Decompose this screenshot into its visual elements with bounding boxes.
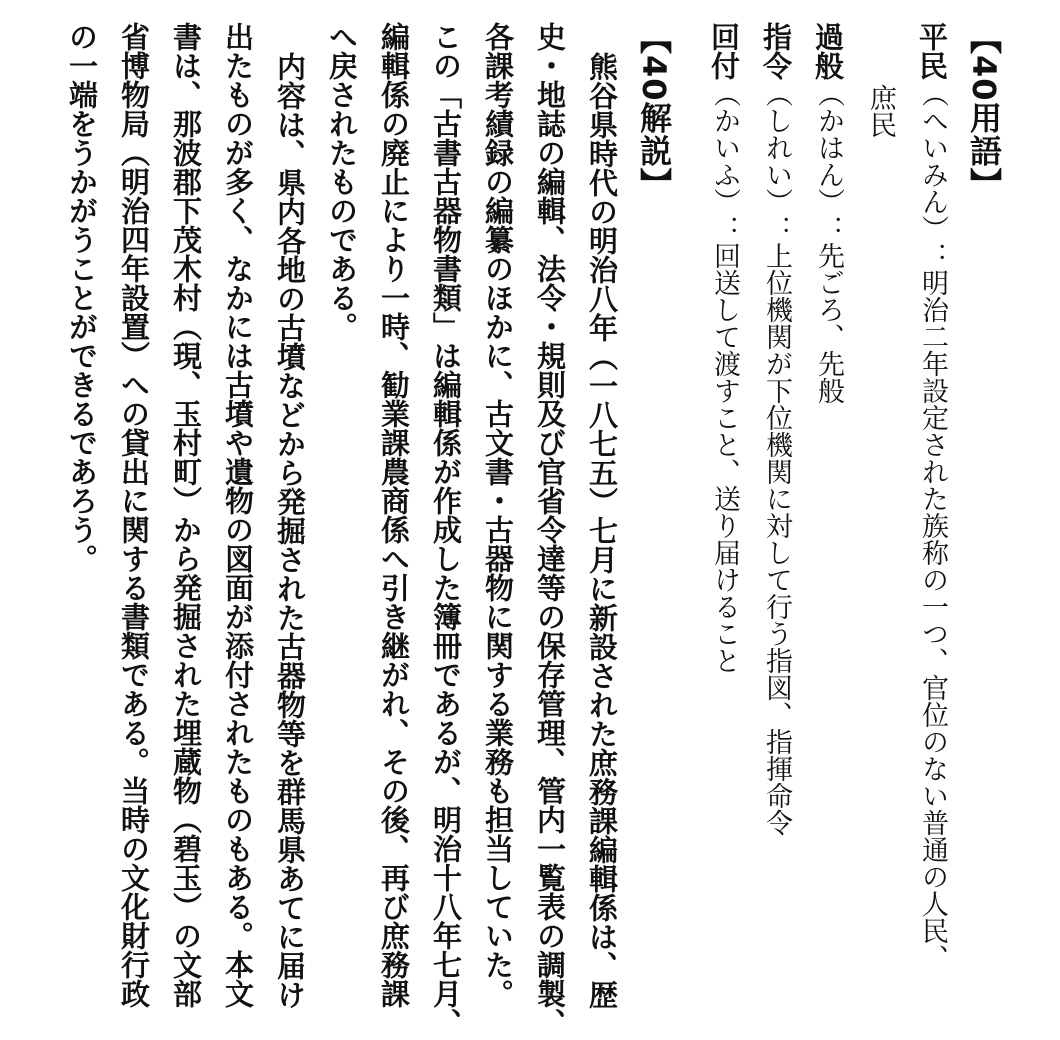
- commentary-line: 内容は、県内各地の古墳などから発掘された古器物等を群馬県あてに届け: [273, 52, 307, 1009]
- commentary-line: の一端をうかがうことができるであろう。: [65, 22, 99, 573]
- glossary-term: 平民: [915, 22, 949, 80]
- commentary-line: 出たものが多く、なかには古墳や遺物の図面が添付されたものもある。本文: [221, 22, 255, 1008]
- glossary-entry: [906, 22, 958, 1022]
- commentary-line: 史・地誌の編輯、法令・規則及び官省令達等の保存管理、管内一覧表の調製、: [533, 22, 567, 1037]
- commentary-line: この「古書古器物書類」は編輯係が作成した簿冊であるが、明治十八年七月、: [429, 22, 463, 1037]
- commentary-heading: 【40解説】: [635, 22, 673, 201]
- glossary-definition: （かはん）：先ごろ、先般: [813, 80, 844, 404]
- commentary-line: 編輯係の廃止により一時、勧業課農商係へ引き継がれ、その後、再び庶務課: [377, 22, 411, 1008]
- glossary-definition: （しれい）：上位機関が下位機関に対して行う指図、指揮命令: [761, 80, 792, 836]
- glossary-term: 指令: [759, 22, 793, 80]
- commentary-line: 熊谷県時代の明治八年（一八七五）七月に新設された庶務課編輯係は、歴: [585, 52, 619, 1009]
- glossary-definition: （へいみん）：明治二年設定された族称の一つ、官位のない普通の人民、: [917, 80, 948, 971]
- glossary-heading: 【40用語】: [965, 22, 1003, 201]
- glossary-definition-continuation: 庶民: [865, 84, 896, 138]
- glossary-term: 過般: [811, 22, 845, 80]
- commentary-line: へ戻されたものである。: [325, 22, 359, 341]
- glossary-term: 回付: [707, 22, 741, 80]
- commentary-line: 書は、那波郡下茂木村（現、玉村町）から発掘された埋蔵物（碧玉）の文部: [169, 22, 203, 1008]
- glossary-entry: [750, 22, 802, 1022]
- commentary-line: 各課考績録の編纂のほかに、古文書・古器物に関する業務も担当していた。: [481, 22, 515, 1008]
- commentary-line: 省博物局（明治四年設置）への貸出に関する書類である。当時の文化財行政: [117, 22, 151, 1008]
- section-gap: [680, 22, 698, 1022]
- document-page: [30, 22, 1010, 1037]
- glossary-definition: （かいふ）：回送して渡すこと、送り届けること: [709, 80, 740, 674]
- glossary-entry: [698, 22, 750, 1022]
- glossary-entry: [802, 22, 854, 1022]
